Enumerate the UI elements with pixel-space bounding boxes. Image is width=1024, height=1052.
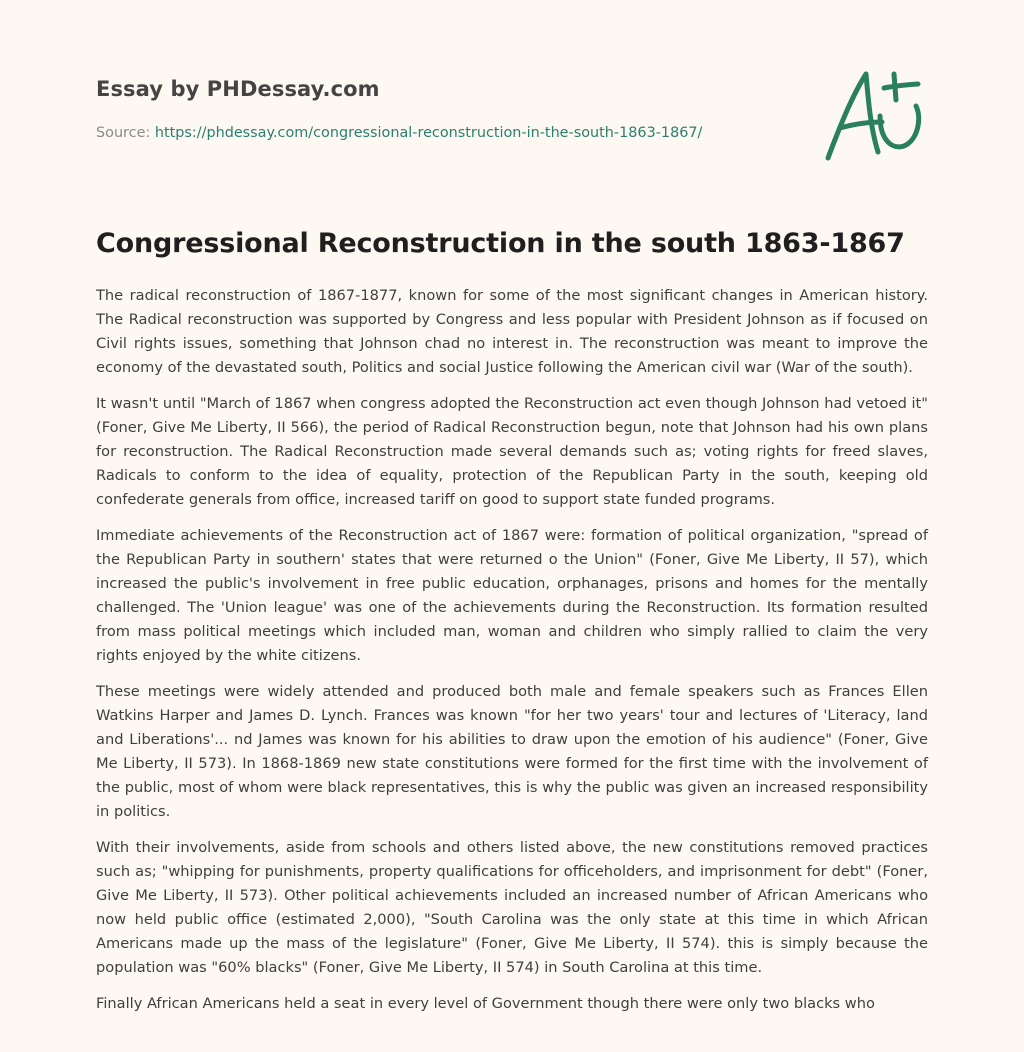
paragraph: It wasn't until "March of 1867 when congress adopted the Reconstruction act even though Johnson had vetoed it" (Foner, Give Me Liberty, II 566), the period of Radical Reconstruction begun, note that Johnson had his own plans for reconstruction. The Radical Reconstruction made several demands such as; voting rights for freed slaves, Radicals to conform to the idea of equality, protection of the Republican Party in the south, keeping old confederate generals from office, increased tariff on good to support state funded programs.: [96, 395, 928, 508]
paragraph: Finally African Americans held a seat in every level of Government though there were only two blacks who: [96, 995, 875, 1012]
paragraph: These meetings were widely attended and produced both male and female speakers such as Frances Ellen Watkins Harper and James D. Lynch. Frances was known "for her two years' tour and lectures of 'Literacy, land and Liberations'... nd James was known for his abilities to draw upon the emotion of his audience" (Foner, Give Me Liberty, II 573). In 1868-1869 new state constitutions were formed for the first time with the involvement of the public, most of whom were black representatives, this is why the public was given an increased responsibility in politics.: [96, 683, 928, 820]
brand-title: Essay by PHDessay.com: [96, 77, 380, 101]
source-label: Source:: [96, 125, 155, 141]
paragraph: With their involvements, aside from schools and others listed above, the new constitutions removed practices such as; "whipping for punishments, property qualifications for officeholders, and imprisonment for debt" (Foner, Give Me Liberty, II 573). Other political achievements included an increased number of African Americans who now held public office (estimated 2,000), "South Carolina was the only state at this time in which African Americans made up the mass of the legislature" (Foner, Give Me Liberty, II 574). this is simply because the population was "60% blacks" (Foner, Give Me Liberty, II 574) in South Carolina at this time.: [96, 839, 928, 976]
a-plus-grade-icon: [822, 66, 928, 164]
essay-header: [96, 74, 796, 143]
essay-title: Congressional Reconstruction in the south 1863-1867: [96, 228, 905, 259]
source-line: [96, 123, 796, 143]
paragraph: Immediate achievements of the Reconstruction act of 1867 were: formation of political organization, "spread of the Republican Party in southern' states that were returned o the Union" (Foner, Give Me Liberty, II 57), which increased the public's involvement in free public education, orphanages, prisons and homes for the mentally challenged. The 'Union league' was one of the achievements during the Reconstruction. Its formation resulted from mass political meetings which included man, woman and children who simply rallied to claim the very rights enjoyed by the white citizens.: [96, 527, 928, 664]
paragraph: The radical reconstruction of 1867-1877, known for some of the most significant changes in American history. The Radical reconstruction was supported by Congress and less popular with President Johnson as if focused on Civil rights issues, something that Johnson chad no interest in. The reconstruction was meant to improve the economy of the devastated south, Politics and social Justice following the American civil war (War of the south).: [96, 287, 928, 376]
essay-body: [96, 284, 928, 1028]
source-link[interactable]: https://phdessay.com/congressional-reconstruction-in-the-south-1863-1867/: [154, 125, 703, 141]
